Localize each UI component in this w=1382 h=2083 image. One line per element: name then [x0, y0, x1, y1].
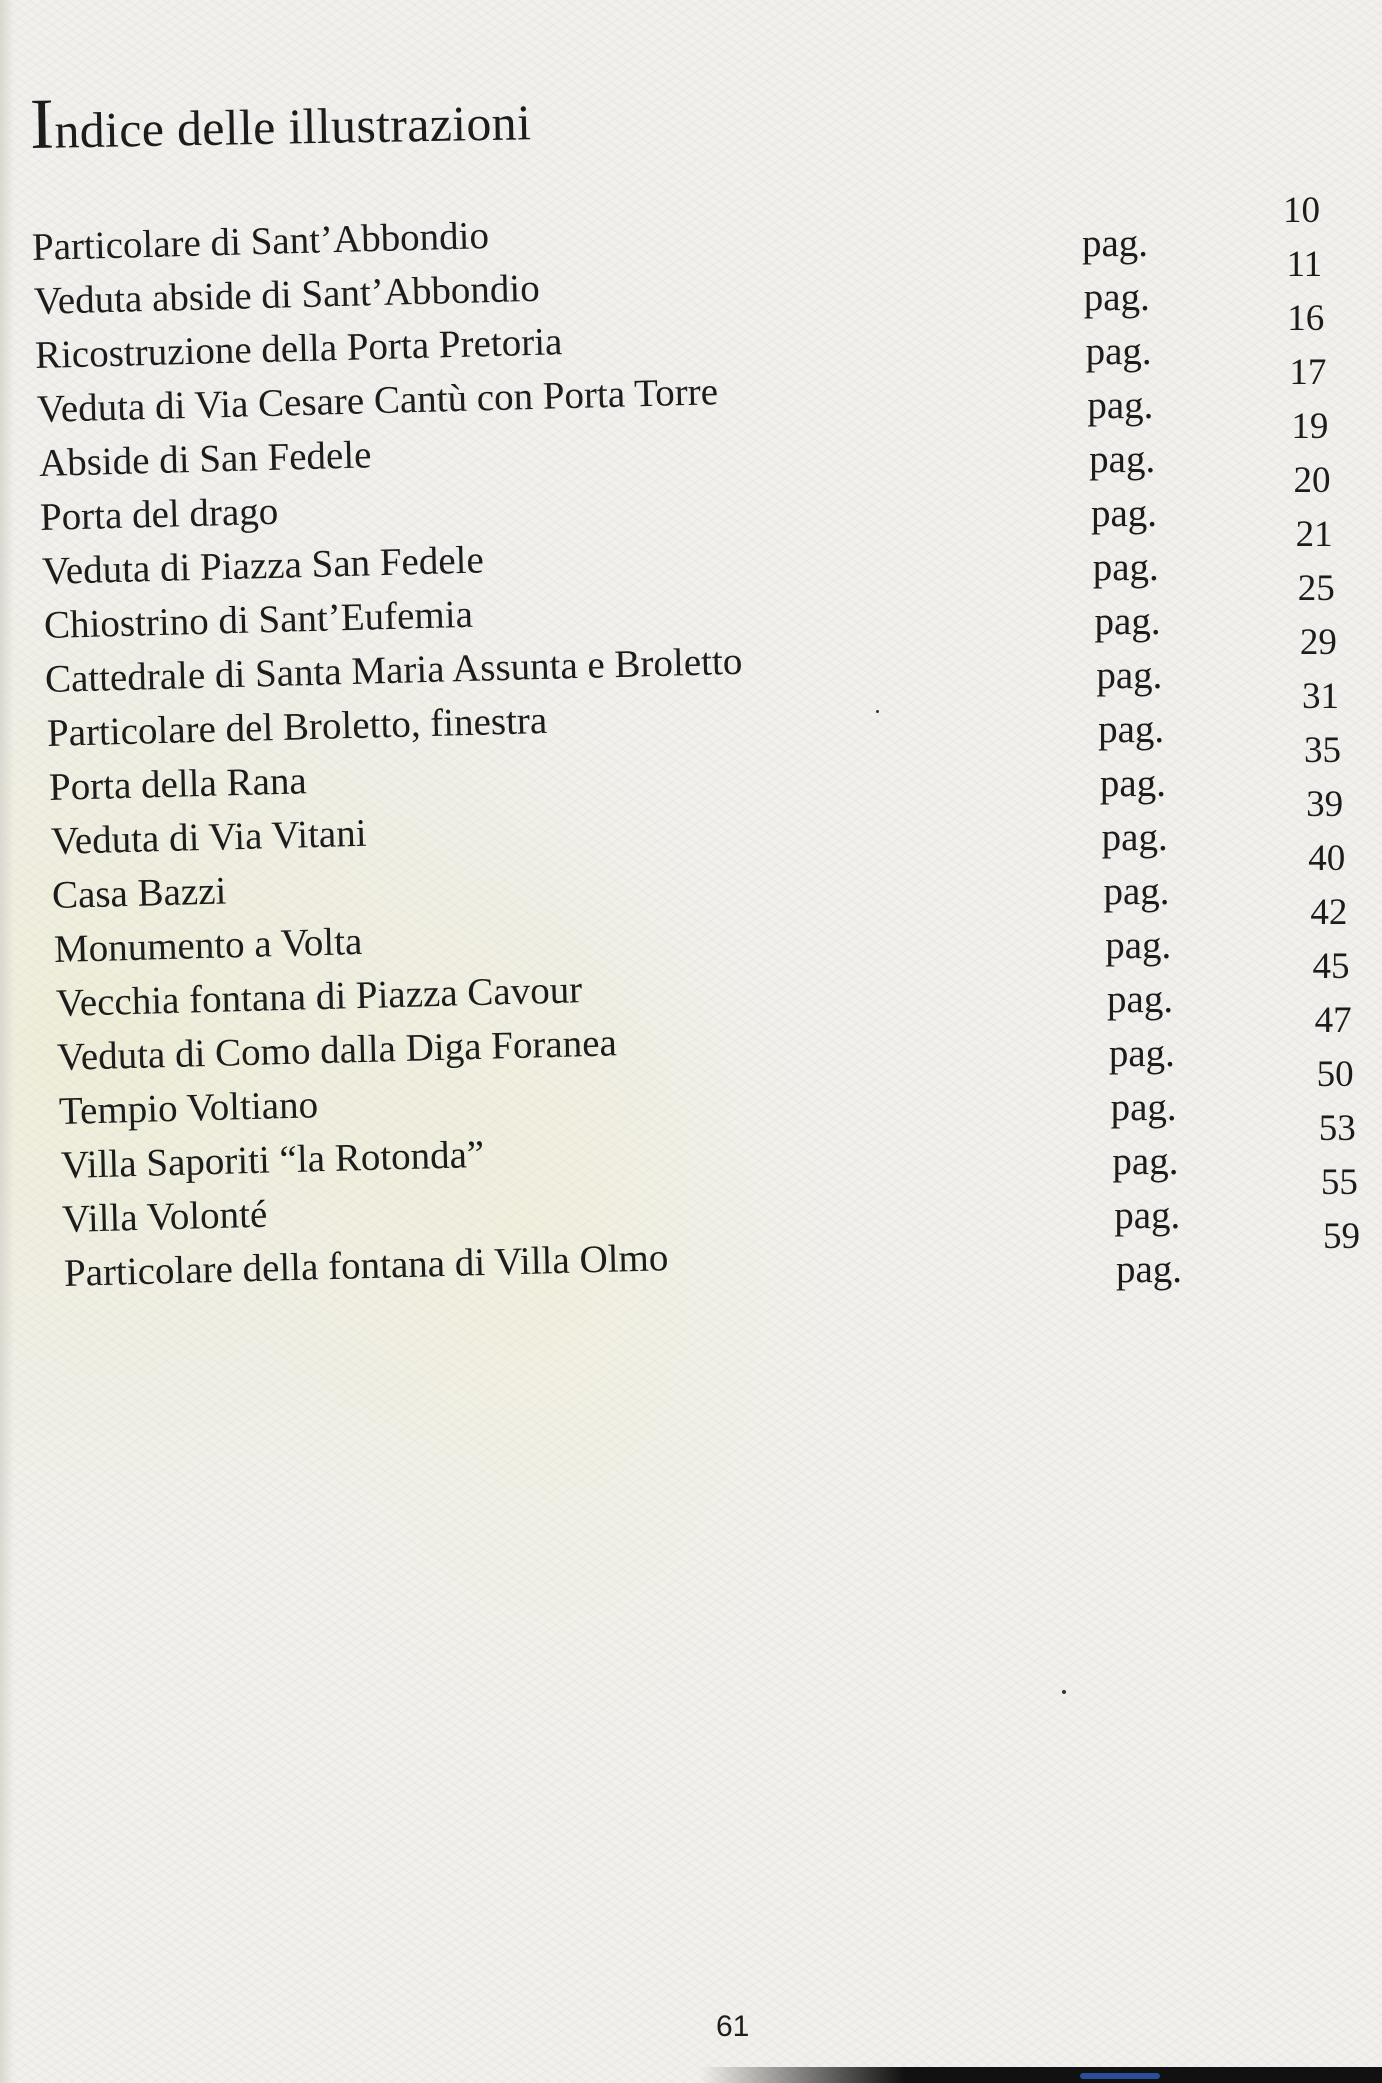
page-reference: 35 — [1304, 730, 1342, 771]
pag-label: pag. — [1087, 384, 1154, 427]
illustration-title: Cattedrale di Santa Maria Assunta e Broletto — [44, 639, 744, 701]
index-entry — [0, 622, 1382, 709]
page-reference: 10 — [1283, 190, 1320, 231]
page-reference: 29 — [1299, 622, 1337, 663]
page-reference: 40 — [1308, 838, 1346, 879]
illustration-title: Particolare del Broletto, finestra — [46, 698, 548, 755]
index-entry — [0, 190, 1382, 277]
page-reference: 25 — [1297, 568, 1335, 609]
illustration-title: Monumento a Volta — [53, 919, 363, 971]
index-entry — [0, 460, 1382, 547]
pag-label: pag. — [1083, 276, 1150, 319]
illustration-title: Villa Volonté — [61, 1192, 269, 1241]
index-entry — [0, 406, 1382, 493]
page-reference: 59 — [1323, 1216, 1360, 1257]
pag-label: pag. — [1085, 330, 1152, 373]
paper-speck — [1062, 1690, 1066, 1694]
pag-label: pag. — [1099, 762, 1166, 805]
index-entry — [0, 352, 1382, 439]
pag-label: pag. — [1089, 438, 1156, 481]
page-reference: 21 — [1295, 514, 1333, 555]
illustration-title: Ricostruzione della Porta Pretoria — [34, 320, 564, 377]
illustration-title: Veduta abside di Sant’Abbondio — [33, 266, 540, 323]
page-reference: 16 — [1287, 298, 1325, 339]
page-reference: 50 — [1316, 1054, 1354, 1095]
page-reference: 55 — [1320, 1162, 1358, 1203]
illustration-title: Vecchia fontana di Piazza Cavour — [55, 968, 583, 1025]
pag-label: pag. — [1114, 1194, 1181, 1237]
page-reference: 20 — [1293, 460, 1331, 501]
index-entry — [0, 1054, 1382, 1141]
illustration-title: Casa Bazzi — [51, 869, 228, 917]
index-entry — [0, 1000, 1382, 1087]
illustration-title: Veduta di Via Cesare Cantù con Porta Torre — [36, 370, 719, 431]
illustration-title: Villa Saporiti “la Rotonda” — [60, 1132, 485, 1187]
illustration-title: Abside di San Fedele — [38, 433, 372, 485]
illustration-title: Particolare della fontana di Villa Olmo — [63, 1236, 669, 1295]
page-reference: 53 — [1318, 1108, 1356, 1149]
page-reference: 19 — [1291, 406, 1329, 447]
pag-label: pag. — [1090, 492, 1157, 535]
page-reference: 47 — [1314, 1000, 1352, 1041]
page-number: 61 — [716, 2010, 750, 2043]
pag-label: pag. — [1103, 870, 1170, 913]
pag-label: pag. — [1116, 1248, 1183, 1291]
illustration-title: Tempio Voltiano — [58, 1083, 319, 1133]
illustration-title: Veduta di Piazza San Fedele — [41, 538, 485, 593]
pag-label: pag. — [1082, 222, 1149, 265]
page-reference: 39 — [1306, 784, 1344, 825]
index-entry — [0, 1162, 1382, 1249]
illustration-title: Veduta di Via Vitani — [49, 811, 367, 863]
index-entry — [0, 244, 1382, 331]
pag-label: pag. — [1108, 1032, 1175, 1075]
paper-speck — [876, 710, 879, 713]
page-bottom-edge — [700, 2067, 1382, 2083]
illustration-title: Veduta di Como dalla Diga Foranea — [56, 1021, 618, 1079]
pag-label: pag. — [1094, 600, 1161, 643]
title-initial: I — [29, 83, 55, 164]
pag-label: pag. — [1112, 1140, 1179, 1183]
title-rest: ndice delle illustrazioni — [53, 94, 532, 159]
page-reference: 42 — [1310, 892, 1348, 933]
index-entry — [0, 676, 1382, 763]
illustration-title: Porta della Rana — [48, 759, 308, 809]
pag-label: pag. — [1096, 654, 1163, 697]
illustration-title: Chiostrino di Sant’Eufemia — [43, 592, 474, 647]
pag-label: pag. — [1105, 924, 1172, 967]
page-reference: 11 — [1286, 244, 1323, 285]
illustration-title: Porta del drago — [39, 489, 280, 539]
pag-label: pag. — [1101, 816, 1168, 859]
index-entry — [0, 730, 1382, 817]
page-reference: 45 — [1312, 946, 1350, 987]
illustration-title: Particolare di Sant’Abbondio — [31, 214, 490, 269]
page-bottom-accent — [1080, 2073, 1160, 2079]
index-entry — [0, 946, 1382, 1033]
page-reference: 17 — [1289, 352, 1327, 393]
pag-label: pag. — [1098, 708, 1165, 751]
pag-label: pag. — [1110, 1086, 1177, 1129]
pag-label: pag. — [1107, 978, 1174, 1021]
page-reference: 31 — [1301, 676, 1339, 717]
index-entry — [0, 838, 1382, 925]
pag-label: pag. — [1092, 546, 1159, 589]
